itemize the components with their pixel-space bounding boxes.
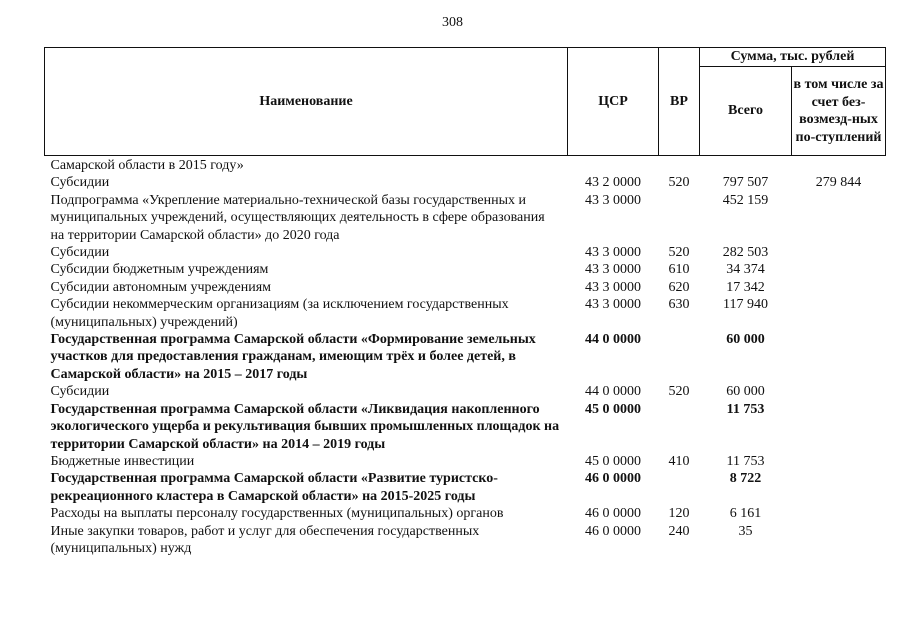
cell-bez (792, 156, 886, 175)
cell-csr: 44 0 0000 (585, 384, 641, 400)
header-csr: ЦСР (568, 48, 659, 156)
cell-total: 11 753 (726, 401, 765, 417)
cell-total: 452 159 (722, 192, 769, 208)
cell-vr (659, 156, 700, 175)
cell-bez (792, 244, 886, 261)
cell-name: Субсидии (50, 384, 110, 400)
cell-bez (792, 279, 886, 296)
table-header (45, 48, 886, 156)
cell-vr: 240 (668, 523, 690, 539)
cell-total: 8 722 (729, 471, 762, 487)
cell-csr (568, 156, 659, 175)
header-bez: в том числе за счет без-возмезд-ных по-ступлений (792, 67, 886, 156)
cell-csr: 43 3 0000 (585, 192, 641, 208)
page-number: 308 (442, 15, 463, 30)
cell-total: 60 000 (726, 384, 765, 400)
cell-name: Бюджетные инвестиции (50, 453, 195, 469)
cell-vr: 520 (668, 175, 690, 191)
cell-vr: 630 (668, 297, 690, 313)
table-row (45, 174, 886, 191)
cell-csr: 45 0 0000 (585, 453, 641, 469)
cell-total: 11 753 (726, 453, 765, 469)
cell-total: 60 000 (726, 332, 765, 348)
cell-total: 6 161 (729, 506, 762, 522)
cell-name: Подпрограмма «Укрепление материально-технической базы государственных и муниципальных учреждений, осуществляющих деятельность в сфере образования на территории Самарской области» до 2020 года (50, 192, 545, 243)
cell-total (700, 156, 792, 175)
table-row (45, 296, 886, 331)
cell-name: Государственная программа Самарской области «Развитие туристско-рекреационного кластера в Самарской области» на 2015-2025 годы (50, 471, 498, 504)
cell-vr: 120 (668, 506, 690, 522)
cell-name: Субсидии некоммерческим организациям (за исключением государственных (муниципальных) учреждений) (50, 297, 509, 330)
cell-csr: 43 2 0000 (585, 175, 641, 191)
cell-name: Иные закупки товаров, работ и услуг для обеспечения государственных (муниципальных) нужд (50, 523, 480, 556)
cell-name: Государственная программа Самарской области «Формирование земельных участков для предоставления гражданам, имеющим трёх и более детей, в Самарской области» на 2015 – 2017 годы (50, 332, 536, 382)
cell-bez (792, 523, 886, 558)
header-total: Всего (700, 67, 792, 156)
cell-vr (659, 331, 700, 383)
cell-bez (792, 401, 886, 453)
cell-name: Государственная программа Самарской области «Ликвидация накопленного экологического ущерба и рекультивация бывших промышленных площадок на территории Самарской области» на 2014 – 2019 годы (50, 401, 560, 452)
table-row (45, 383, 886, 400)
cell-csr: 43 3 0000 (585, 262, 641, 278)
cell-vr (659, 401, 700, 453)
cell-vr: 610 (668, 262, 690, 278)
table-row (45, 470, 886, 505)
header-name: Наименование (45, 48, 568, 156)
cell-csr: 44 0 0000 (585, 332, 641, 348)
cell-bez (792, 192, 886, 244)
table-row (45, 192, 886, 244)
cell-name: Расходы на выплаты персоналу государственных (муниципальных) органов (50, 506, 504, 522)
table-row (45, 331, 886, 383)
table-row (45, 156, 886, 175)
cell-name: Субсидии (50, 245, 110, 261)
table-row (45, 261, 886, 278)
cell-csr: 46 0 0000 (585, 471, 641, 487)
cell-csr: 46 0 0000 (585, 523, 641, 539)
table-row (45, 244, 886, 261)
cell-csr: 43 3 0000 (585, 245, 641, 261)
cell-bez (792, 261, 886, 278)
table-row (45, 279, 886, 296)
cell-bez (792, 331, 886, 383)
table-row (45, 453, 886, 470)
cell-name: Субсидии бюджетным учреждениям (50, 262, 269, 278)
cell-csr: 45 0 0000 (585, 401, 641, 417)
cell-total: 797 507 (722, 175, 769, 191)
cell-name: Самарской области в 2015 году» (50, 158, 244, 173)
table-row (45, 523, 886, 558)
cell-csr: 43 3 0000 (585, 279, 641, 295)
cell-name: Субсидии (50, 175, 110, 191)
cell-bez (792, 296, 886, 331)
cell-vr: 520 (668, 384, 690, 400)
cell-bez (792, 470, 886, 505)
cell-name: Субсидии автономным учреждениям (50, 279, 272, 295)
cell-bez (792, 383, 886, 400)
cell-total: 35 (738, 523, 753, 539)
header-vr: ВР (659, 48, 700, 156)
table-body (45, 156, 886, 558)
cell-bez (792, 453, 886, 470)
cell-vr: 410 (668, 453, 690, 469)
table-row (45, 505, 886, 522)
cell-total: 17 342 (726, 279, 765, 295)
cell-total: 282 503 (722, 245, 769, 261)
cell-bez: 279 844 (815, 175, 862, 191)
cell-vr: 620 (668, 279, 690, 295)
cell-csr: 43 3 0000 (585, 297, 641, 313)
cell-vr: 520 (668, 245, 690, 261)
cell-vr (659, 470, 700, 505)
cell-vr (659, 192, 700, 244)
cell-total: 34 374 (726, 262, 765, 278)
header-sum: Сумма, тыс. рублей (700, 48, 886, 67)
cell-csr: 46 0 0000 (585, 506, 641, 522)
budget-table (44, 47, 886, 557)
table-row (45, 401, 886, 453)
cell-total: 117 940 (723, 297, 768, 313)
cell-bez (792, 505, 886, 522)
